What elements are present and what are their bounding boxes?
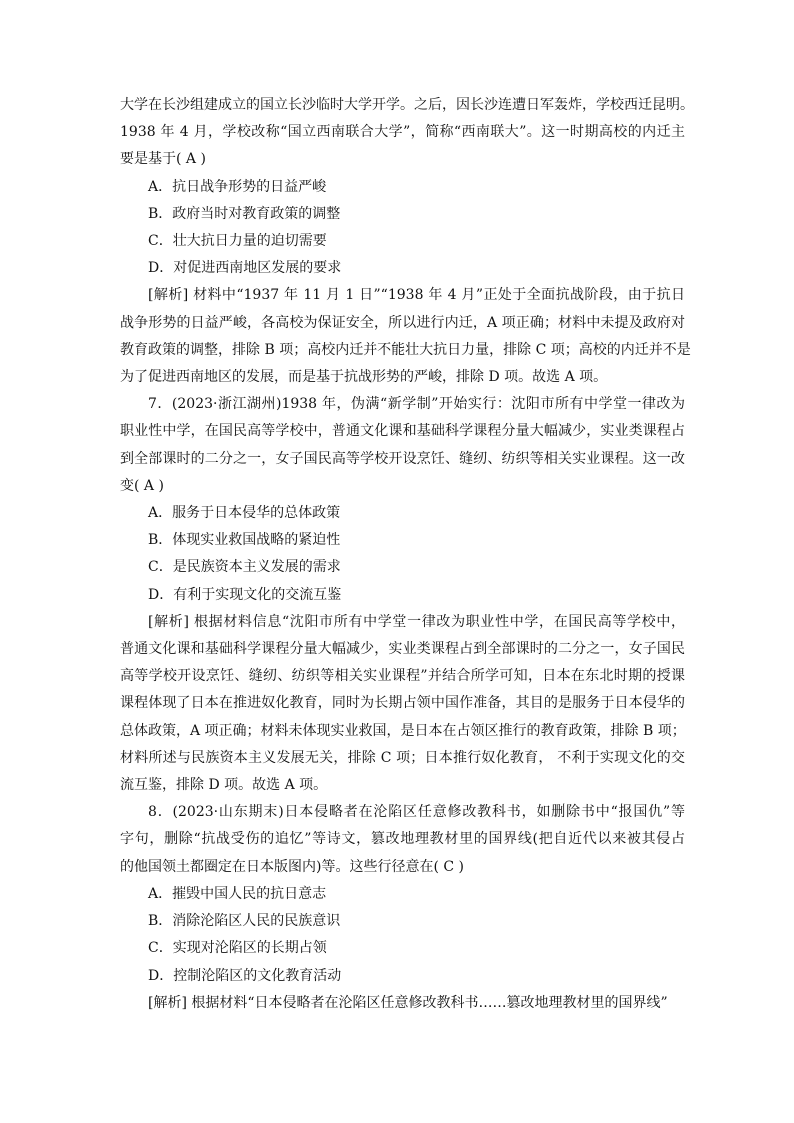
question-6-option-d: D．对促进西南地区发展的要求 — [148, 260, 342, 277]
question-6-option-c: C．壮大抗日力量的迫切需要 — [148, 233, 327, 250]
question-6-analysis-line: 为了促进西南地区的发展，而是基于抗战形势的严峻，排除 D 项。故选 A 项。 — [120, 369, 608, 386]
question-7-analysis-line: 课程体现了日本在推进奴化教育，同时为长期占领中国作准备，其目的是服务于日本侵华的 — [120, 695, 685, 712]
question-7-analysis-line: 普通文化课和基础科学课程分量大幅减少，实业类课程占到全部课时的二分之一，女子国民 — [120, 641, 685, 658]
question-7-option-c: C．是民族资本主义发展的需求 — [148, 559, 341, 576]
question-7-stem-line: 到全部课时的二分之一，女子国民高等学校开设烹饪、缝纫、纺织等相关实业课程。这一改 — [120, 450, 685, 467]
question-7-stem-line: 变( A ) — [120, 477, 164, 494]
document-body — [120, 92, 694, 1017]
question-6-option-b: B．政府当时对教育政策的调整 — [148, 205, 341, 222]
question-7-analysis-line: [解析] 根据材料信息“沈阳市所有中学堂一律改为职业性中学，在国民高等学校中， — [148, 613, 685, 630]
question-8-option-b: B．消除沦陷区人民的民族意识 — [148, 913, 341, 930]
question-7-analysis-line: 流互鉴，排除 D 项。故选 A 项。 — [120, 777, 328, 794]
question-6-stem-line: 大学在长沙组建成立的国立长沙临时大学开学。之后，因长沙连遭日军轰炸，学校西迁昆明。 — [120, 97, 694, 113]
question-6-stem-line: 1938 年 4 月，学校改称“国立西南联合大学”，简称“西南联大”。这一时期高校的内迁主 — [120, 124, 685, 141]
question-7-option-b: B．体现实业救国战略的紧迫性 — [148, 532, 341, 549]
question-7-stem-line: 7．(2023·浙江湖州)1938 年，伪满“新学制”开始实行：沈阳市所有中学堂一律改为 — [148, 396, 685, 413]
question-7-analysis-line: 材料所述与民族资本主义发展无关，排除 C 项；日本推行奴化教育， 不利于实现文化的交 — [120, 749, 685, 766]
question-7-option-d: D．有利于实现文化的交流互鉴 — [148, 586, 342, 603]
question-8-option-a: A．摧毁中国人民的抗日意志 — [148, 885, 327, 902]
question-8-option-c: C．实现对沦陷区的长期占领 — [148, 940, 327, 957]
question-7-analysis-line: 总体政策，A 项正确；材料未体现实业救国，是日本在占领区推行的教育政策，排除 B 项； — [120, 722, 686, 739]
question-6-stem-line: 要是基于( A ) — [120, 151, 206, 168]
question-8-option-d: D．控制沦陷区的文化教育活动 — [148, 967, 342, 984]
question-8-stem-line: 的他国领土都圈定在日本版图内)等。这些行径意在( C ) — [120, 858, 464, 875]
question-6-analysis-line: [解析] 材料中“1937 年 11 月 1 日”“1938 年 4 月”正处于全面抗战阶段，由于抗日 — [148, 287, 685, 304]
question-8-stem-line: 字句，删除“抗战受伤的追忆”等诗文，篡改地理教材里的国界线(把自近代以来被其侵占 — [120, 831, 685, 848]
question-8-analysis-line: [解析] 根据材料“日本侵略者在沦陷区任意修改教科书……篡改地理教材里的国界线” — [148, 994, 668, 1011]
question-7-option-a: A．服务于日本侵华的总体政策 — [148, 505, 341, 522]
question-8-stem-line: 8．(2023·山东期末)日本侵略者在沦陷区任意修改教科书，如删除书中“报国仇”等 — [148, 804, 685, 821]
question-7-stem-line: 职业性中学，在国民高等学校中，普通文化课和基础科学课程分量大幅减少，实业类课程占 — [120, 423, 685, 440]
question-6-analysis-line: 教育政策的调整，排除 B 项；高校内迁并不能壮大抗日力量，排除 C 项；高校的内迁并不是 — [120, 341, 691, 358]
question-6-option-a: A．抗日战争形势的日益严峻 — [148, 178, 327, 195]
question-6-analysis-line: 战争形势的日益严峻，各高校为保证安全，所以进行内迁，A 项正确；材料中未提及政府对 — [120, 314, 685, 331]
question-7-analysis-line: 高等学校开设烹饪、缝纫、纺织等相关实业课程”并结合所学可知，日本在东北时期的授课 — [120, 668, 685, 685]
